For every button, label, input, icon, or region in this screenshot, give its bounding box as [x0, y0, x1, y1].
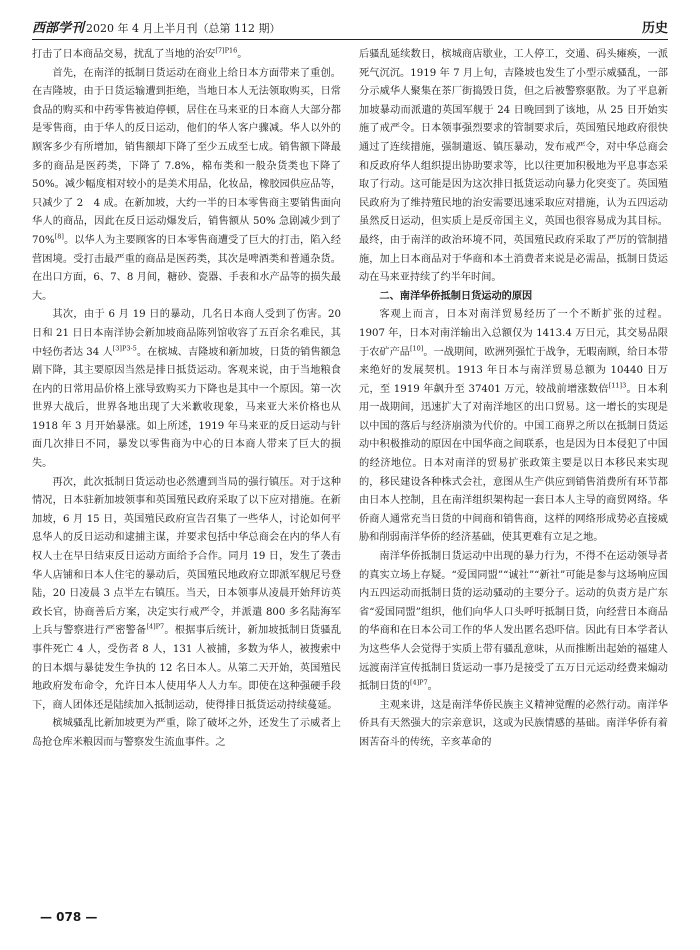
paragraph-text: 后骚乱延续数日，槟城商店歇业，工人停工，交通、码头瘫痪，一派死气沉沉。1919 年 7 月上旬，吉隆坡也发生了小型示威骚乱，一部分示威华人聚集在茶厂街捣毁日货，但之后被警察驱散。为了平息新加坡暴动而派遣的英国军舰于 24 日晚回到了该地，从 25 日开始实施了戒严令。日本领事强烈要求的管制要求后，英国殖民地政府很快通过了连续措施，强制遣返、镇压暴动，发布戒严令，对中华总商会和反政府华人组织提出协助要求等，比以往更加积极地为平息事态采取了行动。这可能是因为这次排日抵货运动向暴力化突变了。英国殖民政府为了维持殖民地的治安需要迅速采取应对措施，认为五四运动虽然反日运动，但实质上是反帝国主义，英国也很容易成为其目标。最终，由于南洋的政治环境不同，英国殖民政府采取了严厉的管制措施，加上日本商品对于华商和本土消费者来说是必需品，抵制日货运动在马来亚持续了约半年时间。	[359, 49, 668, 284]
section-label: 历史	[641, 21, 668, 36]
paragraph-text: 。日本利用一战期间，迅速扩大了对南洋地区的出口贸易。这一增长的实现是以中国的落后与经济崩溃为代价的。中国工商界之所以在抵制日货运动中积极推动的原因在中国华商之间联系，也是因为日本侵犯了中国的经济地位。日本对南洋的贸易扩张政策主要是以日本移民来实现的，移民建设各种株式会社，意图从生产供应到销售消费所有环节都由日本人控制，且在南洋组织架构起一套日本人主导的商贸网络。华侨商人通常充当日货的中间商和销售商，这样的网络形成势必直接威胁和削弱南洋华侨的经济基础，使其更难有立足之地。	[359, 383, 668, 544]
paragraph-text: 。	[427, 681, 438, 693]
paragraph-text: 首先，在南洋的抵制日货运动在商业上给日本方面带来了重创。在吉隆坡，由于日货运输遭到拒绝，当地日本人无法领取购买，日常食品的购买和中药零售被迫停顿，居住在马来亚的日本商人大部分都是零售商，由于华人的反日运动，他们的华人客户骤减。华人以外的顾客多少有所增加，销售额却下降了至少五成至七成。销售额下降最多的商品是医药类，下降了 7.8%，棉布类和一般杂货类也下降了 50%。减少幅度相对较小的是美术用品，化妆品，橡胶园供应品等，只减少了 2 4 成。在新加坡，大约一半的日本零售商主要销售面向华人的商品，因此在反日运动爆发后，销售额从 50% 急剧减少到了 70%	[32, 67, 341, 246]
paragraph-text: 。根据事后统计，新加坡抵制日货骚乱事件死亡 4 人，受伤者 8 人，131 人被捕，多数为华人，被搜索中的日本烟与暴徒发生争执的 12 名日本人	[32, 625, 341, 674]
paragraph	[32, 65, 341, 307]
paragraph-text: 。从第二天开始，英国殖民地政府发布命令，允许日本人使用华人人力车。即使在这种强硬手段下，商人团体还是陆续加入抵制运动，使得排日抵货运动持续蔓延。	[32, 662, 341, 711]
paragraph-text: 打击了日本商品交易，扰乱了当地的治安	[32, 49, 216, 60]
left-column	[32, 46, 341, 892]
issue-info: 2020 年 4 月上半月刊（总第 112 期）	[86, 22, 281, 35]
page-number: — 078 —	[40, 910, 98, 924]
journal-logo: 西部学刊	[32, 21, 85, 36]
paragraph	[32, 46, 341, 65]
running-header	[32, 14, 668, 40]
paragraph-text: 。一战期间，欧洲列强忙于战争，无暇南顾，给日本带来绝好的发展契机。1913 年日本与南洋贸易总额为 10440 日万元，至 1919 年飙升至 37401 万元，较战前增涨数倍	[359, 346, 668, 395]
paragraph-text: 。	[237, 49, 248, 60]
paragraph	[32, 474, 341, 716]
citation-ref: [7]P16	[215, 46, 238, 55]
paragraph	[359, 306, 668, 548]
right-column	[359, 46, 668, 892]
paragraph	[359, 548, 668, 697]
citation-ref: [4]P7	[409, 678, 428, 687]
paragraph-text: 槟城骚乱比新加坡更为严重，除了破坏之外，还发生了示威者上岛抢仓库米粮因而与警察发生流血事件。之	[32, 718, 341, 748]
paragraph-text: 再次，此次抵制日货运动也必然遭到当局的强行镇压。对于这种情况，日本驻新加坡领事和英国殖民政府采取了以下应对措施。在新加坡，6 月 15 日，英国殖民政府宣告召集了一些华人，讨论如何平息华人的反日运动和逮捕主谋，并要求包括中华总商会在内的华人有权人士在早日结束反日运动方面给予合作。同月 19 日，发生了袭击华人店铺和日本人住宅的暴动后，英国殖民地政府立即派军舰尼号登陆，20 日凌晨 3 点半左右镇压。当天，日本领事从凌晨开始拜访英政长官，协商善后方案，决定实行戒严令，并派遣 800 多名陆海军上兵与警察进行严密警备	[32, 476, 341, 637]
paragraph	[32, 306, 341, 473]
citation-ref: [4]P7	[146, 623, 165, 632]
paragraph	[32, 715, 341, 752]
paragraph-text: 。以华人为主要顾客的日本零售商遭受了巨大的打击，陷入经营困境。受打击最严重的商品是医药类，其次是啤酒类和普通杂货。在出口方面，6、7、8 月间，糖砂、瓷器、手表和水产品等的损失最大。	[32, 234, 341, 302]
citation-ref: [3]P3-5	[112, 344, 137, 353]
paragraph-text: 客观上而言，日本对南洋贸易经历了一个不断扩张的过程。1907 年，日本对南洋输出入总额仅为 1413.4 万日元，其交易品限于农矿产品	[359, 309, 668, 358]
citation-ref: [10]	[409, 344, 424, 353]
paragraph-text: 。在槟城、吉隆坡和新加坡，日货的销售额急剧下降，其主要原因当然是排日抵货运动。客观来说，由于当地粮食在内的日常用品价格上涨导致购买力下降也是其中一个原因。第一次世界大战后，世界各地出现了大米歉收现象，马来亚大米价格也从 1918 年 3 月开始暴涨。如上所述，1919 年马来亚的反日运动与针面几次排日不同，暴发以零售商为中心的日本商人带来了巨大的损失。	[32, 346, 341, 470]
paragraph	[359, 697, 668, 753]
paragraph-text: 其次，由于 6 月 19 日的暴动，几名日本商人受到了伤害。20 日和 21 日日本南洋协会新加坡商品陈列馆收容了五百余名难民，其中轻伤者达 34 人	[32, 309, 341, 358]
paragraph	[359, 46, 668, 288]
citation-ref: [11]3	[608, 381, 627, 390]
section-heading: 二、南洋华侨抵制日货运动的原因	[379, 290, 533, 302]
paragraph-text: 南洋华侨抵制日货运动中出现的暴力行为，不得不在运动领导者的真实立场上存疑。“爱国同盟”“诚社”“新社”可能是参与这场响应国内五四运动而抵制日货的运动骚动的主要分子。运动的负责方是广东省“爱国同盟”组织，他们向华人口头呼吁抵制日货，向经营日本商品的华商和在日本公司工作的华人发出匿名恐吓信。因此有日本学者认为这些华人会觉得于实质上带有骚乱意味，从而推断出起始的福建人远渡南洋宣传抵制日货运动一事乃是接受了五万日元运动经费来煽动抵制日货的	[359, 551, 668, 693]
paragraph-text: 主观来讲，这是南洋华侨民族主义精神觉醒的必然行动。南洋华侨具有天然强大的宗亲意识，这或为民族情感的基础。南洋华侨有着困苦奋斗的传统，辛亥革命的	[359, 699, 668, 748]
citation-ref: [8]	[54, 232, 64, 241]
